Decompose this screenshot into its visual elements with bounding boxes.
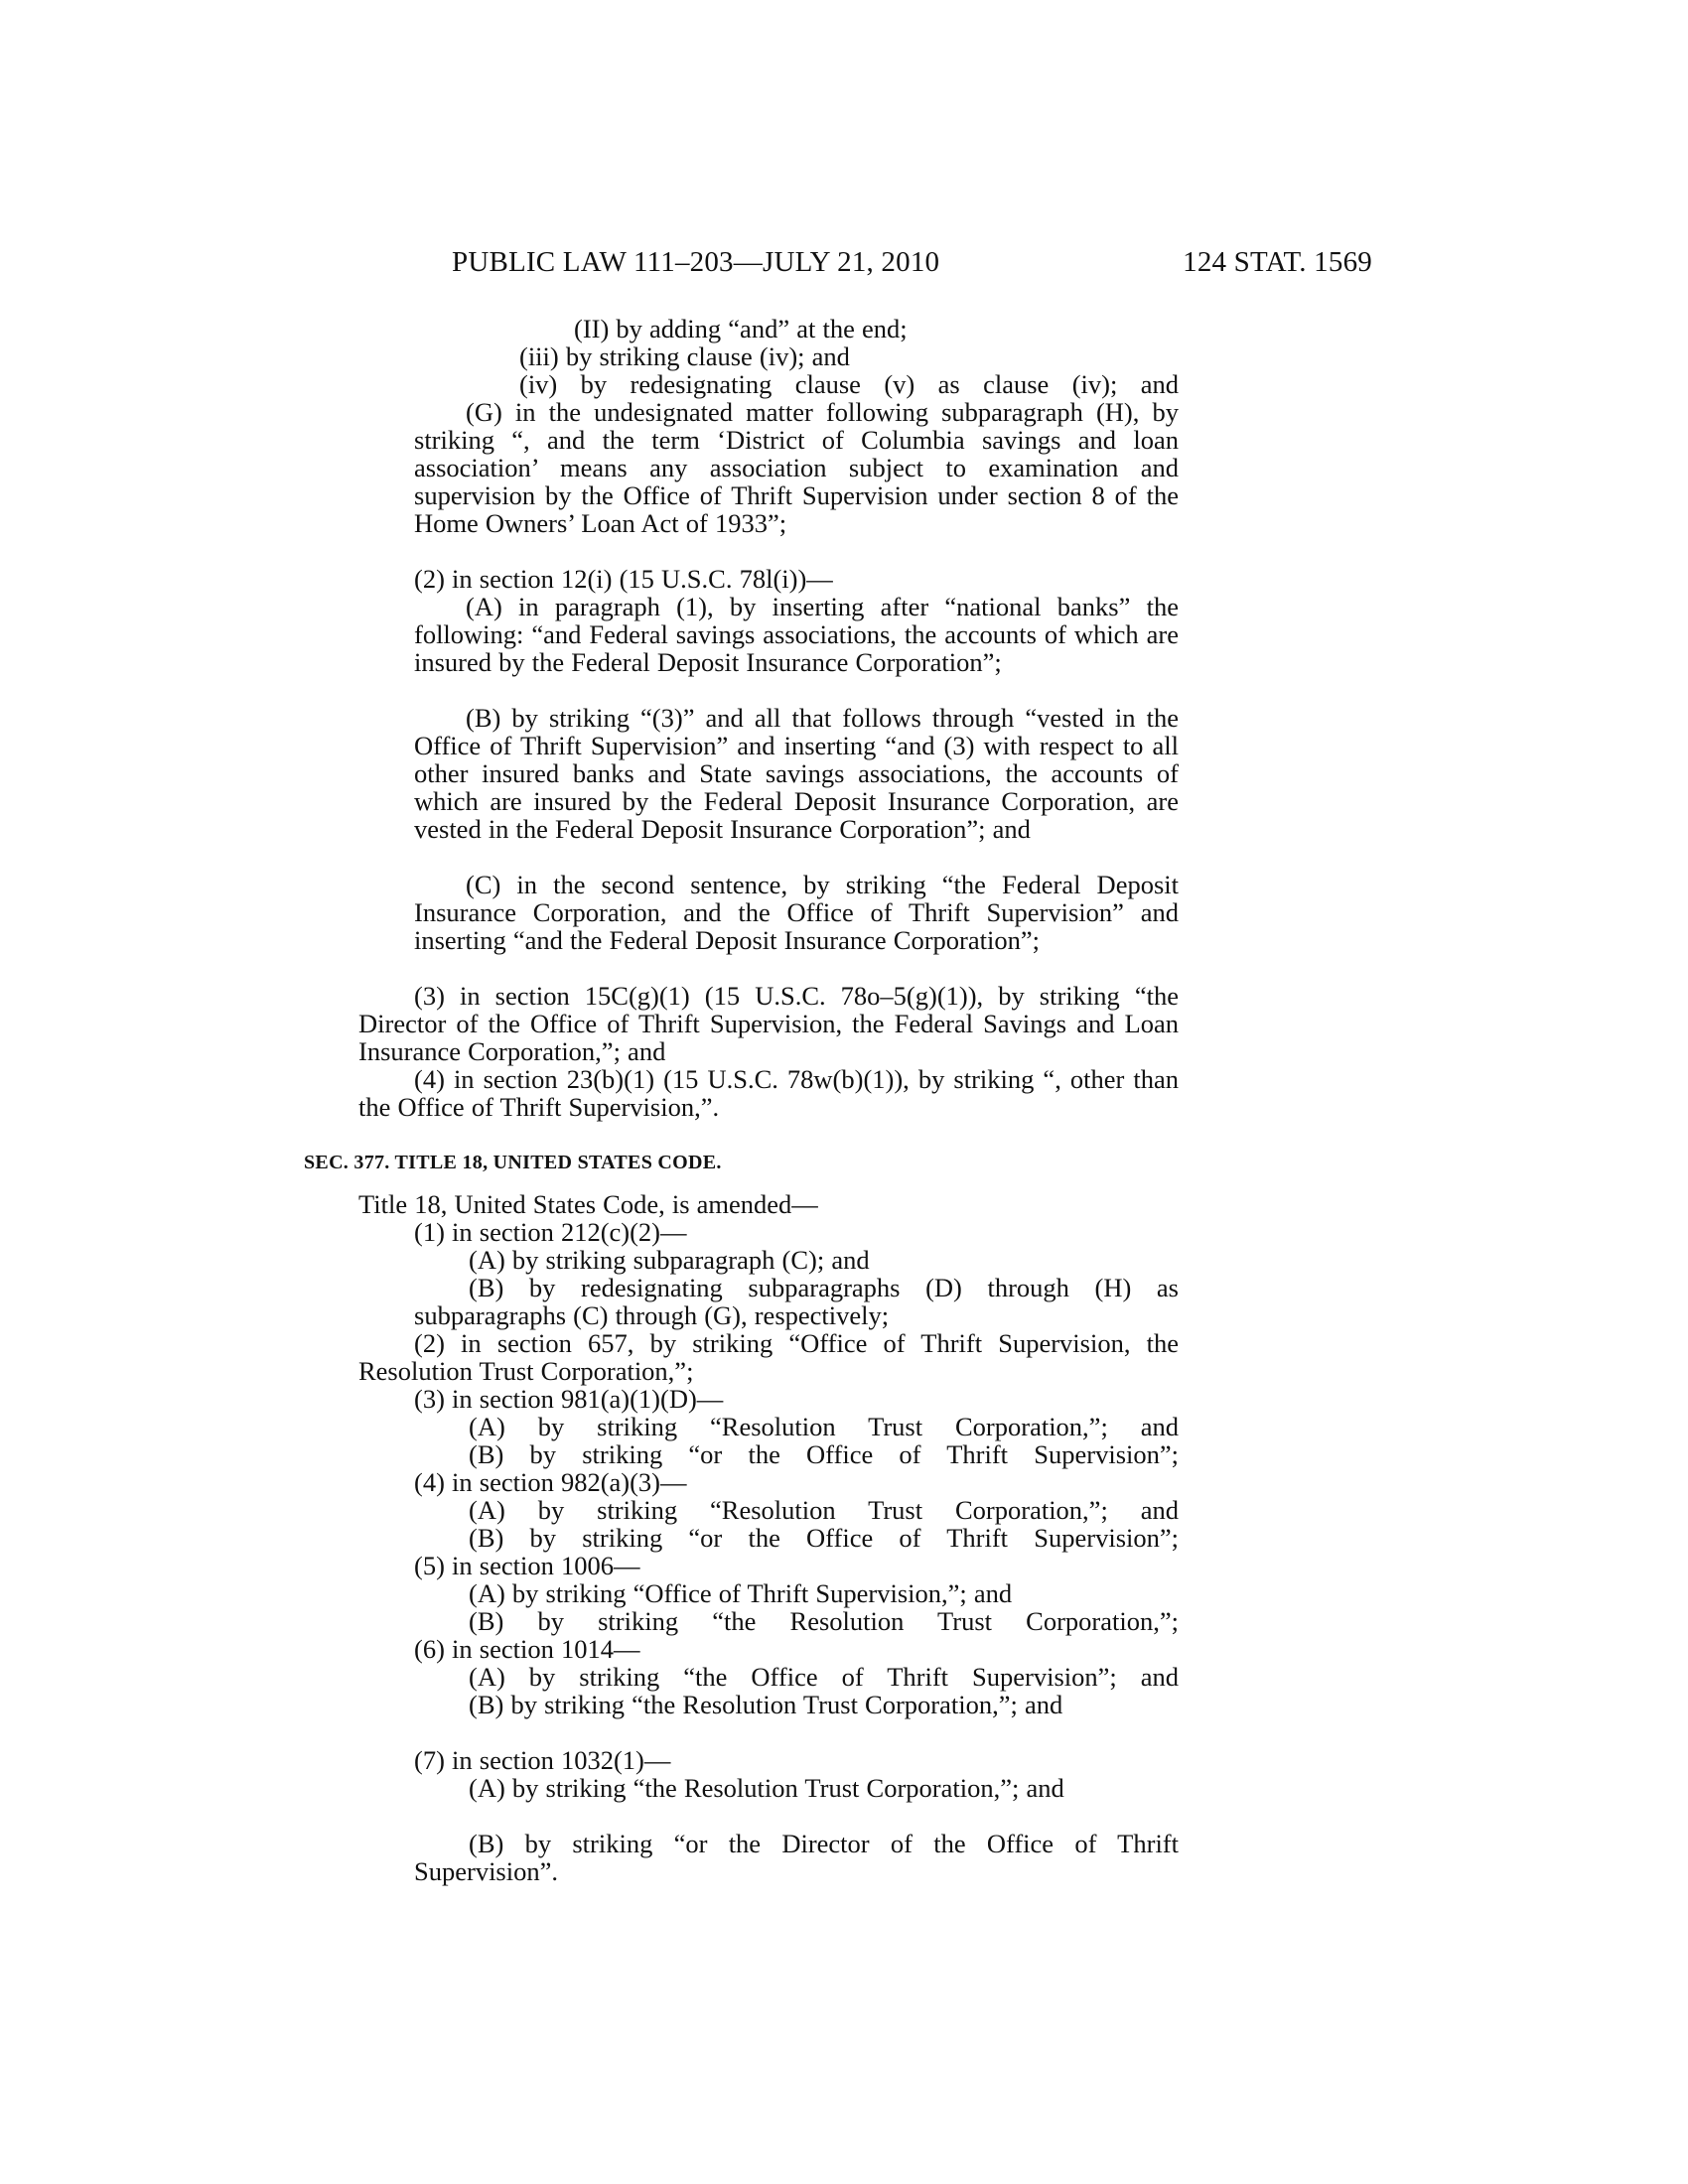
- section-heading: SEC. 377. TITLE 18, UNITED STATES CODE.: [304, 1152, 722, 1173]
- clause-line: (iii) by striking clause (iv); and: [519, 341, 850, 371]
- subparagraph-7b: (B) by striking “or the Director of the Office of Thrift Supervision”.: [414, 1829, 1179, 1886]
- clause-line: (iv) by redesignating clause (v) as clause (iv); and: [519, 369, 1179, 399]
- subparagraph-3a: (A) by striking “Resolution Trust Corporation,”; and: [469, 1412, 1179, 1441]
- paragraph-5: (5) in section 1006—: [414, 1551, 640, 1580]
- paragraph-3: (3) in section 981(a)(1)(D)—: [414, 1384, 724, 1414]
- paragraph-7: (7) in section 1032(1)—: [414, 1745, 671, 1775]
- subparagraph-g: (G) in the undesignated matter following subparagraph (H), by striking “, and the term ‘District of Columbia savings and loan association’ means any association subject to examination and supervision by the Office of Thrift Supervision under section 8 of the Home Owners’ Loan Act of 1933”;: [414, 397, 1179, 538]
- subparagraph-3b: (B) by striking “or the Office of Thrift Supervision”;: [469, 1439, 1179, 1469]
- subparagraph-1a: (A) by striking subparagraph (C); and: [469, 1245, 870, 1275]
- subparagraph-4a: (A) by striking “Resolution Trust Corporation,”; and: [469, 1495, 1179, 1525]
- subparagraph-4b: (B) by striking “or the Office of Thrift Supervision”;: [469, 1523, 1179, 1553]
- page-header: [452, 246, 1372, 286]
- subparagraph-6b: (B) by striking “the Resolution Trust Corporation,”; and: [469, 1690, 1063, 1719]
- subparagraph-1b: (B) by redesignating subparagraphs (D) through (H) as subparagraphs (C) through (G), respectively;: [414, 1273, 1179, 1330]
- paragraph-1: (1) in section 212(c)(2)—: [414, 1217, 687, 1247]
- paragraph-4: (4) in section 982(a)(3)—: [414, 1467, 687, 1497]
- subparagraph-6a: (A) by striking “the Office of Thrift Supervision”; and: [469, 1662, 1179, 1692]
- subparagraph-2c: (C) in the second sentence, by striking “the Federal Deposit Insurance Corporation, and the Office of Thrift Supervision” and inserting “and the Federal Deposit Insurance Corporation”;: [414, 870, 1179, 955]
- paragraph-6: (6) in section 1014—: [414, 1634, 640, 1664]
- paragraph-2: (2) in section 657, by striking “Office of Thrift Supervision, the Resolution Trust Corporation,”;: [358, 1328, 1179, 1386]
- subparagraph-7a: (A) by striking “the Resolution Trust Corporation,”; and: [469, 1773, 1064, 1803]
- paragraph-2: (2) in section 12(i) (15 U.S.C. 78l(i))—: [414, 564, 833, 594]
- subparagraph-2b: (B) by striking “(3)” and all that follows through “vested in the Office of Thrift Supervision” and inserting “and (3) with respect to all other insured banks and State savings associations, the accounts of which are insured by the Federal Deposit Insurance Corporation, are vested in the Federal Deposit Insurance Corporation”; and: [414, 703, 1179, 844]
- page-number: 124 STAT. 1569: [1183, 246, 1372, 278]
- subparagraph-5b: (B) by striking “the Resolution Trust Corporation,”;: [469, 1606, 1179, 1636]
- subparagraph-2a: (A) in paragraph (1), by inserting after “national banks” the following: “and Federal savings associations, the accounts of which are insured by the Federal Deposit Insurance Corporation”;: [414, 592, 1179, 677]
- clause-line: (II) by adding “and” at the end;: [574, 314, 908, 343]
- running-head: PUBLIC LAW 111–203—JULY 21, 2010: [452, 246, 940, 278]
- section-intro: Title 18, United States Code, is amended—: [358, 1189, 818, 1219]
- paragraph-4: (4) in section 23(b)(1) (15 U.S.C. 78w(b)(1)), by striking “, other than the Office of Thrift Supervision,”.: [358, 1064, 1179, 1122]
- subparagraph-5a: (A) by striking “Office of Thrift Supervision,”; and: [469, 1578, 1013, 1608]
- paragraph-3: (3) in section 15C(g)(1) (15 U.S.C. 78o–5(g)(1)), by striking “the Director of the Office of Thrift Supervision, the Federal Savings and Loan Insurance Corporation,”; and: [358, 981, 1179, 1066]
